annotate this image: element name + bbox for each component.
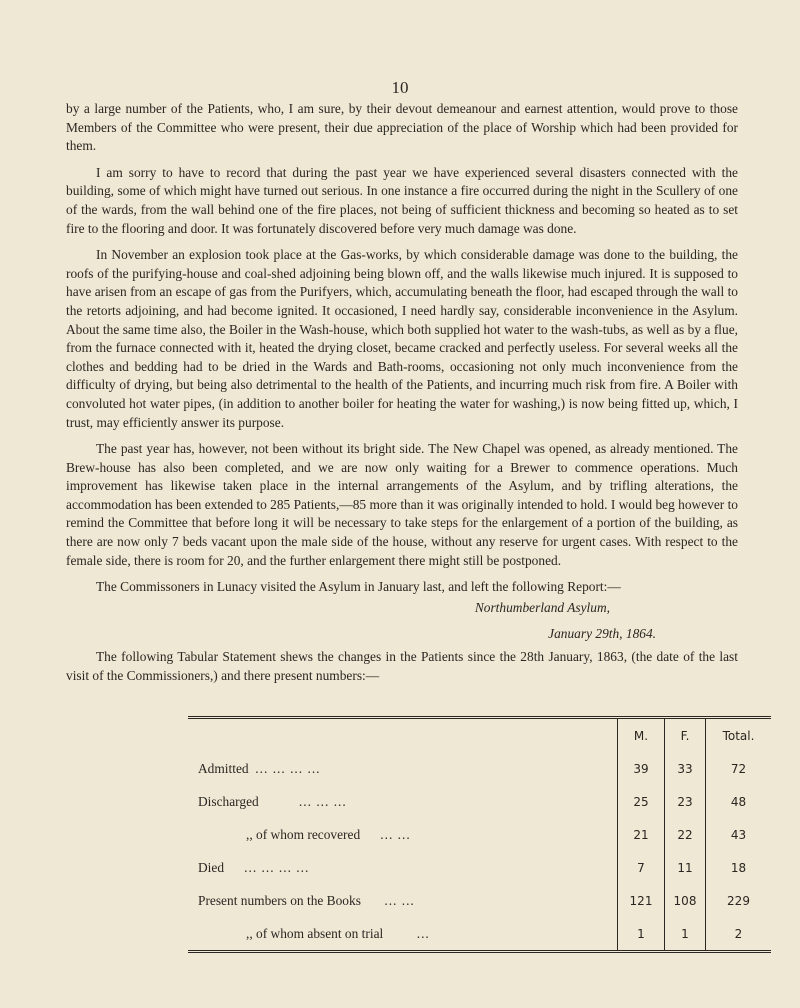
body-text [66, 100, 738, 693]
row-label: ,, of whom recovered ... ... [246, 826, 411, 842]
paragraph-continuation: by a large number of the Patients, who, I am sure, by their devout demeanour and earnest attention, would prove to those Members of the Committee who were present, their due appreciation of the place of Worship which had been provided for them. [66, 101, 738, 154]
row-label: Present numbers on the Books ... ... [198, 892, 415, 908]
paragraph-disasters: I am sorry to have to record that during the past year we have experienced several disasters connected with the building, some of which might have turned out serious. In one instance a fire occurred during the night in the Scullery of one of the wards, from the wall behind one of the fire places, not being of sufficient thickness and becoming so heated as to set fire to the flooring and door. It was fortunately discovered before very much damage was done. [66, 164, 738, 236]
page-number: 10 [391, 78, 409, 97]
cell-total: 18 [706, 851, 772, 884]
cell-male: 25 [618, 785, 665, 818]
cell-total: 2 [706, 917, 772, 952]
cell-total: 48 [706, 785, 772, 818]
cell-female: 22 [665, 818, 706, 851]
cell-female: 1 [665, 917, 706, 952]
paragraph-bright-side: The past year has, however, not been without its bright side. The New Chapel was opened, as already mentioned. The Brew-house has also been completed, and we are now only waiting for a Brewer to commence operations. Much improvement has likewise taken place in the internal arrangements of the Asylum, and by trifling alterations, the accommodation has been extended to 285 Patients,—85 more than it was originally intended to hold. I would beg however to remind the Committee that before long it will be necessary to take steps for the enlargement of a portion of the building, as there are now only 7 beds vacant upon the male side of the house, without any reserve for urgent cases. With respect to the female side, there is room for 20, and the further enlargement there might still be postponed. [66, 441, 738, 568]
dateline-place: Northumberland Asylum, [474, 599, 610, 615]
table-row [188, 752, 771, 785]
table-header-row [188, 718, 771, 753]
row-label: Died ... ... ... ... [198, 859, 310, 875]
row-label: ,, of whom absent on trial ... [246, 925, 430, 941]
patient-statistics-table [188, 716, 771, 953]
cell-female: 11 [665, 851, 706, 884]
cell-male: 7 [618, 851, 665, 884]
cell-total: 43 [706, 818, 772, 851]
header-total: Total. [706, 718, 772, 753]
table-row [188, 851, 771, 884]
dateline-date: January 29th, 1864. [548, 626, 656, 642]
row-label: Admitted ... ... ... ... [198, 760, 321, 776]
cell-male: 21 [618, 818, 665, 851]
header-male: M. [618, 718, 665, 753]
cell-total: 72 [706, 752, 772, 785]
table-row [188, 818, 771, 851]
paragraph-gas-works: In November an explosion took place at the Gas-works, by which considerable damage was done to the building, the roofs of the purifying-house and coal-shed adjoining being blown off, and the walls likewise much injured. It is supposed to have arisen from an escape of gas from the Purifyers, which, accumulating beneath the floor, had escaped through the wall to the retorts adjoining, and had become ignited. It occasioned, I need hardly say, considerable inconvenience in the Asylum. About the same time also, the Boiler in the Wash-house, which both supplied hot water to the wash-tubs, as well as by a flue, from the furnace connected with it, heated the drying closet, became cracked and perfectly useless. For several weeks all the clothes and bedding had to be dried in the Wards and Bath-rooms, occasioning not only much inconvenience from the difficulty of drying, but being also detrimental to the health of the Patients, and incurring much risk from fire. A Boiler with convoluted hot water pipes, (in addition to another boiler for heating the water for washing,) is now being fitted up, which, I trust, may efficiently answer its purpose. [66, 247, 738, 430]
header-female: F. [665, 718, 706, 753]
table-row [188, 917, 771, 952]
table-row [188, 884, 771, 917]
cell-female: 33 [665, 752, 706, 785]
cell-male: 39 [618, 752, 665, 785]
paragraph-table-intro: The following Tabular Statement shews the changes in the Patients since the 28th January, 1863, (the date of the last visit of the Commissioners,) and there present numbers:— [66, 649, 738, 683]
cell-female: 23 [665, 785, 706, 818]
cell-female: 108 [665, 884, 706, 917]
paragraph-commissioners: The Commissoners in Lunacy visited the Asylum in January last, and left the following Report:— [96, 579, 621, 595]
cell-male: 121 [618, 884, 665, 917]
cell-total: 229 [706, 884, 772, 917]
cell-male: 1 [618, 917, 665, 952]
row-label: Discharged ... ... ... [198, 793, 347, 809]
table-row [188, 785, 771, 818]
